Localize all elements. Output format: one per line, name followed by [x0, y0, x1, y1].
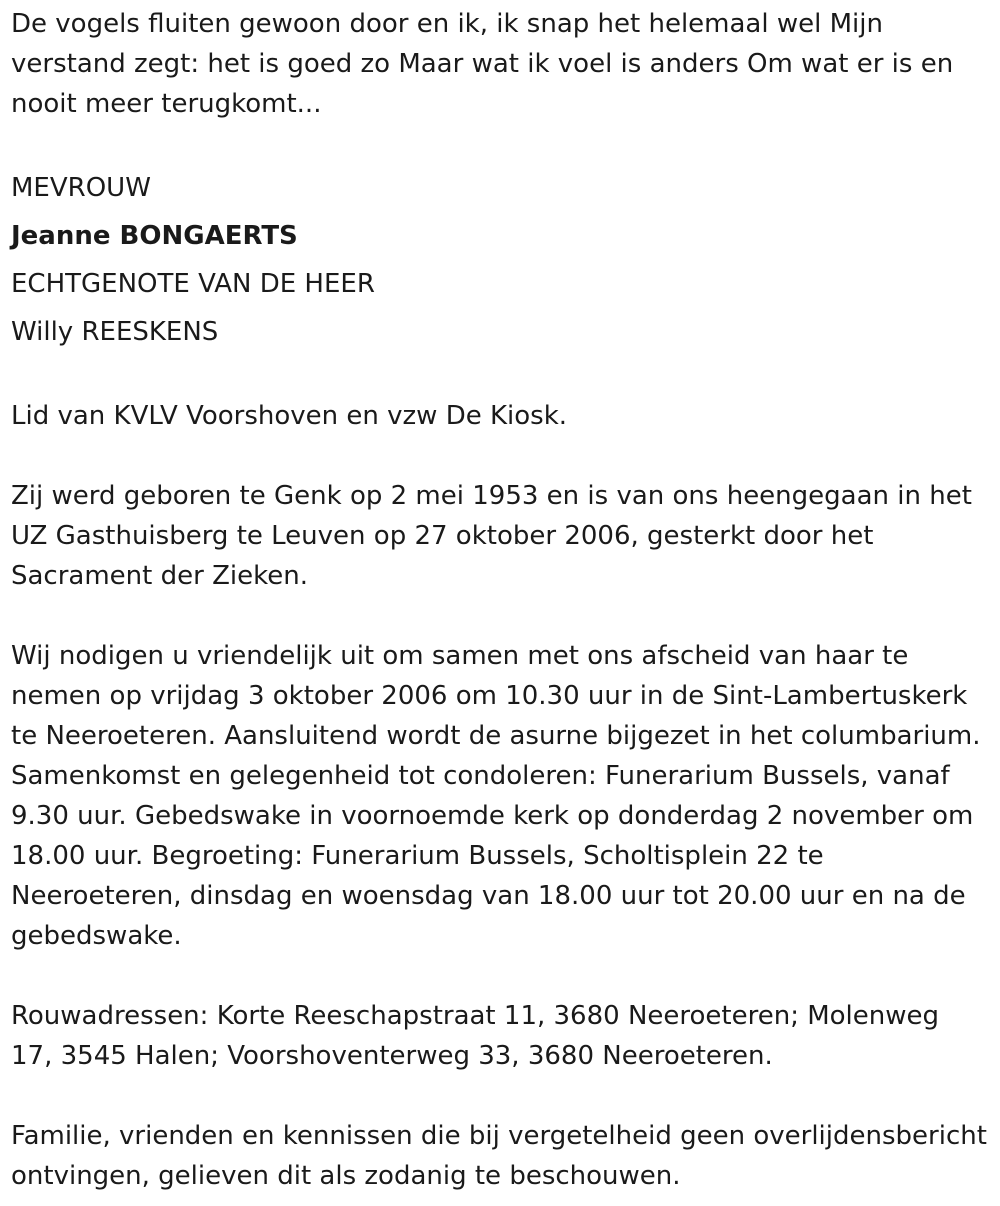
spouse-line: ECHTGENOTE VAN DE HEER	[11, 269, 375, 299]
spouse-name: Willy REESKENS	[11, 317, 219, 347]
deceased-name: Jeanne BONGAERTS	[11, 221, 298, 251]
birth-death-text: Zij werd geboren te Genk op 2 mei 1953 en is van ons heengegaan in het UZ Gasthuisberg te Leuven op 27 oktober 2006, gesterkt door het Sacrament der Zieken.	[11, 481, 972, 591]
addresses-text: Rouwadressen: Korte Reeschapstraat 11, 3680 Neeroeteren; Molenweg 17, 3545 Halen; Voorshoventerweg 33, 3680 Neeroeteren.	[11, 1001, 940, 1071]
title-line: MEVROUW	[11, 173, 151, 203]
closing-text: Familie, vrienden en kennissen die bij vergetelheid geen overlijdensbericht ontvingen, gelieven dit als zodanig te beschouwen.	[11, 1121, 987, 1191]
membership-text: Lid van KVLV Voorshoven en vzw De Kiosk.	[11, 401, 568, 431]
ceremony-text: Wij nodigen u vriendelijk uit om samen met ons afscheid van haar te nemen op vrijdag 3 oktober 2006 om 10.30 uur in de Sint-Lambertuskerk te Neeroeteren. Aansluitend wordt de asurne bijgezet in het columbarium. Samenkomst en gelegenheid tot condoleren: Funerarium Bussels, vanaf 9.30 uur. Gebedswake in voornoemde kerk op donderdag 2 november om 18.00 uur. Begroeting: Funerarium Bussels, Scholtisplein 22 te Neeroeteren, dinsdag en woensdag van 18.00 uur tot 20.00 uur en na de gebedswake.	[11, 641, 981, 951]
poem-text: De vogels fluiten gewoon door en ik, ik snap het helemaal wel Mijn verstand zegt: het is goed zo Maar wat ik voel is anders Om wat er is en nooit meer terugkomt...	[11, 9, 954, 119]
